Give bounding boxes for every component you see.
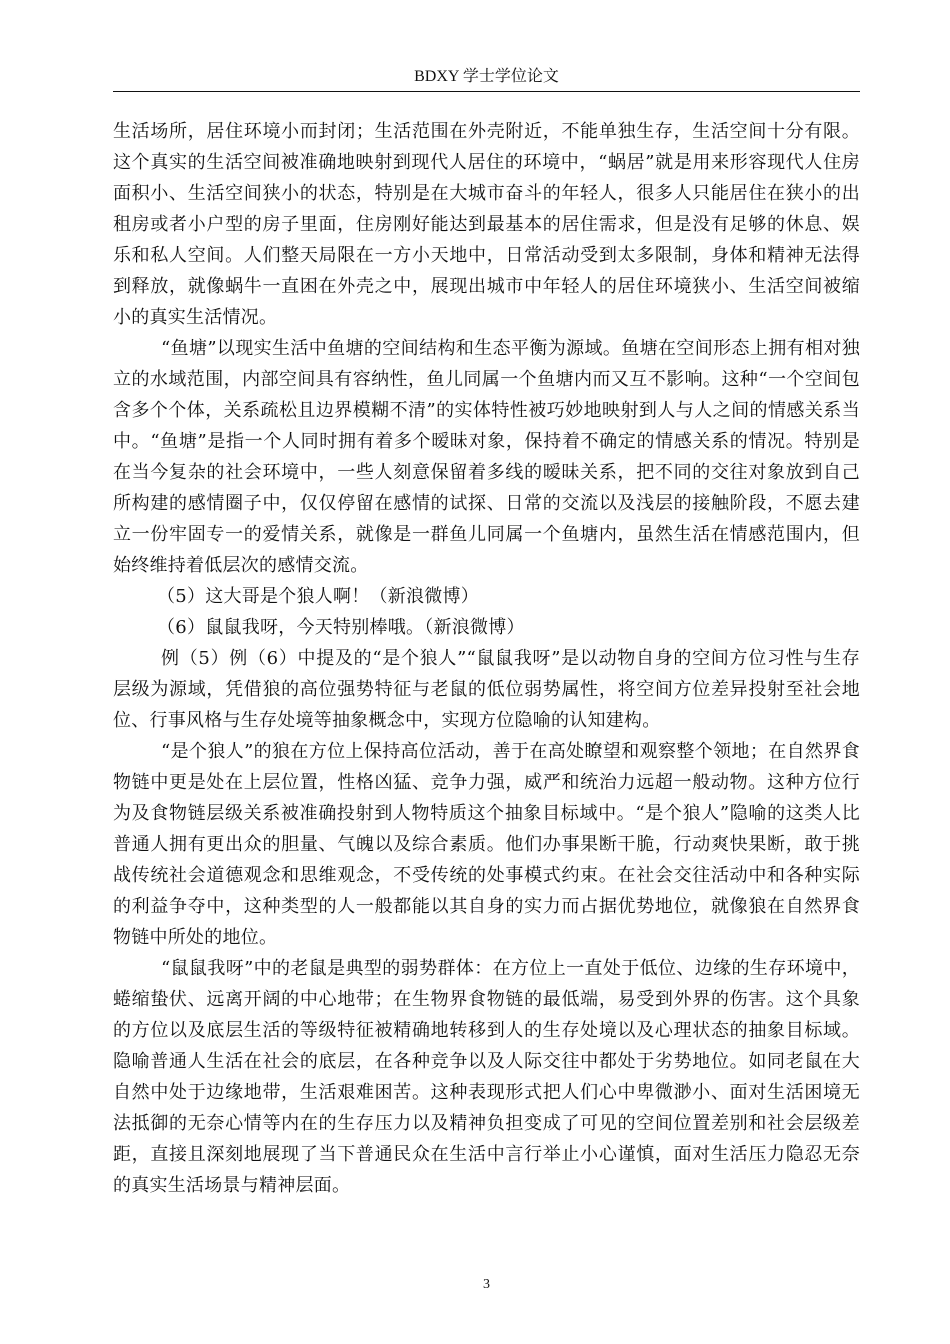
paragraph-examples-intro: 例（5）例（6）中提及的“是个狼人”“鼠鼠我呀”是以动物自身的空间方位习性与生存层级为源域，凭借狼的高位强势特征与老鼠的低位弱势属性，将空间方位差异投射至社会地位、行事风格与生存处境等抽象概念中，实现方位隐喻的认知建构。 bbox=[113, 648, 860, 731]
running-header: BDXY 学士学位论文 bbox=[414, 68, 559, 85]
example-5: （5）这大哥是个狼人啊！（新浪微博） bbox=[157, 586, 479, 607]
body-text bbox=[113, 116, 860, 1201]
page-number: 3 bbox=[483, 1277, 490, 1292]
example-6: （6）鼠鼠我呀，今天特别棒哦。（新浪微博） bbox=[157, 617, 525, 638]
paragraph-wolf: “是个狼人”的狼在方位上保持高位活动，善于在高处瞭望和观察整个领地；在自然界食物链中更是处在上层位置，性格凶猛、竞争力强，威严和统治力远超一般动物。这种方位行为及食物链层级关系被准确投射到人物特质这个抽象目标域中。“是个狼人”隐喻的这类人比普通人拥有更出众的胆量、气魄以及综合素质。他们办事果断干脆，行动爽快果断，敢于挑战传统社会道德观念和思维观念，不受传统的处事模式约束。在社会交往活动中和各种实际的利益争夺中，这种类型的人一般都能以其自身的实力而占据优势地位，就像狼在自然界食物链中所处的地位。 bbox=[113, 741, 860, 948]
paragraph-mouse: “鼠鼠我呀”中的老鼠是典型的弱势群体：在方位上一直处于低位、边缘的生存环境中，蜷缩蛰伏、远离开阔的中心地带；在生物界食物链的最低端，易受到外界的伤害。这个具象的方位以及底层生活的等级特征被精确地转移到人的生存处境以及心理状态的抽象目标域。隐喻普通人生活在社会的底层，在各种竞争以及人际交往中都处于劣势地位。如同老鼠在大自然中处于边缘地带，生活艰难困苦。这种表现形式把人们心中卑微渺小、面对生活困境无法抵御的无奈心情等内在的生存压力以及精神负担变成了可见的空间位置差别和社会层级差距，直接且深刻地展现了当下普通民众在生活中言行举止小心谨慎，面对生活压力隐忍无奈的真实生活场景与精神层面。 bbox=[113, 958, 860, 1196]
paragraph-fish-pond: “鱼塘”以现实生活中鱼塘的空间结构和生态平衡为源域。鱼塘在空间形态上拥有相对独立的水域范围，内部空间具有容纳性，鱼儿同属一个鱼塘内而又互不影响。这种“一个空间包含多个个体，关系疏松且边界模糊不清”的实体特性被巧妙地映射到人与人之间的情感关系当中。“鱼塘”是指一个人同时拥有着多个暧昧对象，保持着不确定的情感关系的情况。特别是在当今复杂的社会环境中，一些人刻意保留着多线的暧昧关系，把不同的交往对象放到自己所构建的感情圈子中，仅仅停留在感情的试探、日常的交流以及浅层的接触阶段，不愿去建立一份牢固专一的爱情关系，就像是一群鱼儿同属一个鱼塘内，虽然生活在情感范围内，但始终维持着低层次的感情交流。 bbox=[113, 338, 860, 576]
paragraph-continued: 生活场所，居住环境小而封闭；生活范围在外壳附近，不能单独生存，生活空间十分有限。这个真实的生活空间被准确地映射到现代人居住的环境中，“蜗居”就是用来形容现代人住房面积小、生活空间狭小的状态，特别是在大城市奋斗的年轻人，很多人只能居住在狭小的出租房或者小户型的房子里面，住房刚好能达到最基本的居住需求，但是没有足够的休息、娱乐和私人空间。人们整天局限在一方小天地中，日常活动受到太多限制，身体和精神无法得到释放，就像蜗牛一直困在外壳之中，展现出城市中年轻人的居住环境狭小、生活空间被缩小的真实生活情况。 bbox=[113, 121, 860, 328]
header-rule bbox=[113, 91, 860, 92]
